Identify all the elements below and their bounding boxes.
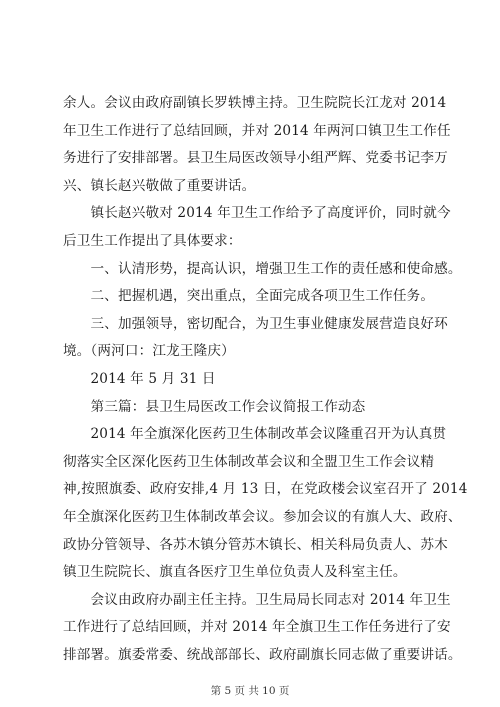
text-line: 一、认清形势，提高认识，增强卫生工作的责任感和使命感。 [63,260,462,277]
text-line: 余人。会议由政府副镇长罗轶博主持。卫生院院长江龙对 2014 [63,95,447,111]
text-line: 会议由政府办副主任主持。卫生局局长同志对 2014 年卫生 [63,591,451,608]
text-line: 镇长赵兴敬对 2014 年卫生工作给予了高度评价，同时就今 [63,205,451,222]
text-line: 彻落实全区深化医药卫生体制改革会议和全盟卫生工作会议精 [63,453,435,470]
text-line: 境。（两河口：江龙王隆庆） [63,343,235,360]
section-heading: 第三篇：县卫生局医改工作会议简报工作动态 [63,398,366,415]
text-line: 镇卫生院院长、旗直各医疗卫生单位负责人及科室主任。 [63,564,407,581]
text-line: 政协分管领导、各苏木镇分管苏木镇长、相关科局负责人、苏木 [63,536,448,553]
text-line: 神,按照旗委、政府安排,4 月 13 日，在党政楼会议室召开了 2014 [63,481,468,498]
text-line: 务进行了安排部署。县卫生局医改领导小组严辉、党委书记李万 [63,150,448,167]
text-line: 三、加强领导，密切配合，为卫生事业健康发展营造良好环 [63,315,448,332]
text-line: 2014 年全旗深化医药卫生体制改革会议隆重召开为认真贯 [63,426,447,443]
body-text [63,90,468,669]
text-line: 二、把握机遇，突出重点，全面完成各项卫生工作任务。 [63,288,435,305]
text-line: 年卫生工作进行了总结回顾，并对 2014 年两河口镇卫生工作任 [63,122,451,139]
text-line: 年全旗深化医药卫生体制改革会议。参加会议的有旗人大、政府、 [63,508,462,525]
page-number-footer: 第 5 页 共 10 页 [210,685,290,697]
text-line: 兴、镇长赵兴敬做了重要讲话。 [63,177,256,194]
text-line: 工作进行了总结回顾，并对 2014 年全旗卫生工作任务进行了安 [63,619,451,636]
text-line: 后卫生工作提出了具体要求： [63,232,242,249]
date-line: 2014 年 5 月 31 日 [63,370,216,387]
text-line: 排部署。旗委常委、统战部部长、政府副旗长同志做了重要讲话。 [63,646,462,663]
